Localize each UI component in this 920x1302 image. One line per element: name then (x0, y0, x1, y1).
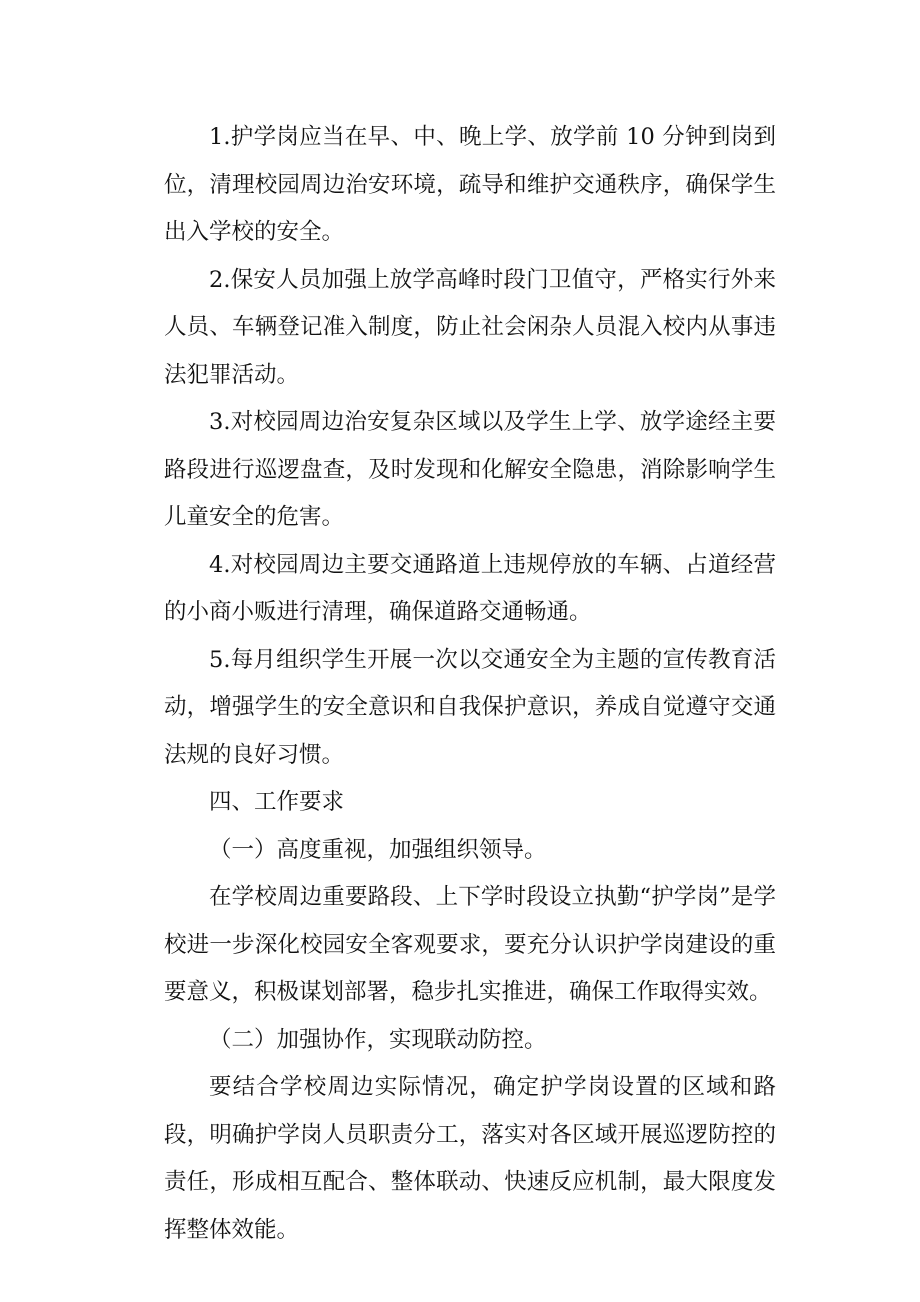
duty-item-3: 3.对校园周边治安复杂区域以及学生上学、放学途经主要路段进行巡逻盘查，及时发现和化解安全隐患，消除影响学生儿童安全的危害。 (164, 409, 776, 530)
duty-item-4: 4.对校园周边主要交通路道上违规停放的车辆、占道经营的小商小贩进行清理，确保道路交通畅通。 (164, 551, 776, 625)
section-heading-work-requirements: 四、工作要求 (209, 789, 345, 815)
subheading-2: （二）加强协作，实现联动防控。 (209, 1026, 547, 1053)
duty-item-1: 1.护学岗应当在早、中、晚上学、放学前 10 分钟到岗到位，清理校园周边治安环境，疏导和维护交通秩序，确保学生出入学校的安全。 (164, 124, 776, 245)
duty-item-5: 5.每月组织学生开展一次以交通安全为主题的宣传教育活动，增强学生的安全意识和自我保护意识，养成自觉遵守交通法规的良好习惯。 (164, 646, 776, 768)
body-paragraph-2: 要结合学校周边实际情况，确定护学岗设置的区域和路段，明确护学岗人员职责分工，落实对各区域开展巡逻防控的责任，形成相互配合、整体联动、快速反应机制，最大限度发挥整体效能。 (164, 1074, 776, 1243)
subheading-1: （一）高度重视，加强组织领导。 (209, 836, 547, 863)
body-paragraph-1: 在学校周边重要路段、上下学时段设立执勤“护学岗”是学校进一步深化校园安全客观要求，要充分认识护学岗建设的重要意义，积极谋划部署，稳步扎实推进，确保工作取得实效。 (164, 884, 776, 1005)
document-body (164, 114, 776, 1254)
duty-item-2: 2.保安人员加强上放学高峰时段门卫值守，严格实行外来人员、车辆登记准入制度，防止社会闲杂人员混入校内从事违法犯罪活动。 (164, 266, 776, 388)
